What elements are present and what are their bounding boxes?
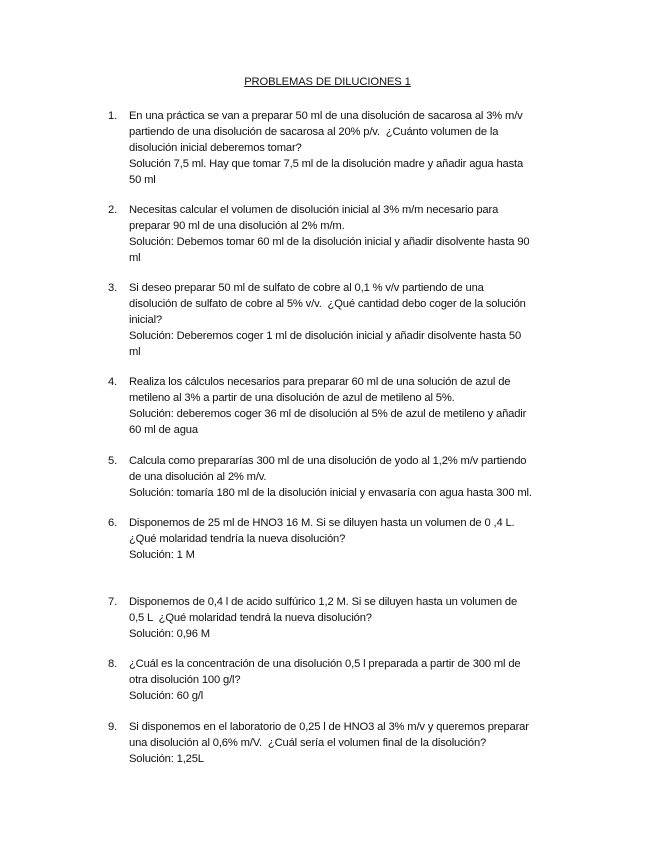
problem-line: Disponemos de 25 ml de HNO3 16 M. Si se diluyen hasta un volumen de 0 ,4 L. (129, 517, 515, 529)
solution-line: Solución: tomaría 180 ml de la disolución inicial y envasaría con agua hasta 300 ml. (129, 487, 532, 499)
problem-line: disolución inicial deberemos tomar? (129, 142, 302, 154)
solution-line: ml (129, 346, 141, 358)
problem-line: ¿Qué molaridad tendría la nueva disolución? (129, 533, 346, 545)
problem-item (108, 108, 568, 188)
problem-item (108, 515, 568, 563)
problem-line: inicial? (129, 314, 163, 326)
page-title: PROBLEMAS DE DILUCIONES 1 (244, 76, 411, 88)
problem-line: Realiza los cálculos necesarios para preparar 60 ml de una solución de azul de (129, 376, 511, 388)
solution-line: Solución: deberemos coger 36 ml de disolución al 5% de azul de metileno y añadir (129, 408, 527, 420)
problem-item (108, 202, 568, 266)
problem-number: 6. (108, 517, 118, 529)
solution-line: 60 ml de agua (129, 424, 198, 436)
problem-line: Disponemos de 0,4 l de acido sulfúrico 1,2 M. Si se diluyen hasta un volumen de (129, 596, 518, 608)
problem-item (108, 719, 568, 767)
problem-number: 1. (108, 110, 118, 122)
problem-line: metileno al 3% a partir de una disolución de azul de metileno al 5%. (129, 392, 455, 404)
problem-item (108, 374, 568, 438)
solution-line: Solución: Debemos tomar 60 ml de la disolución inicial y añadir disolvente hasta 90 (129, 236, 530, 248)
problem-item (108, 453, 568, 501)
problem-line: 0,5 L ¿Qué molaridad tendrá la nueva disolución? (129, 612, 372, 624)
problem-line: de una disolución al 2% m/v. (129, 471, 267, 483)
problem-item (108, 656, 568, 704)
solution-line: Solución: 1 M (129, 549, 195, 561)
solution-line: 50 ml (129, 174, 156, 186)
problem-line: Calcula como prepararías 300 ml de una disolución de yodo al 1,2% m/v partiendo (129, 455, 527, 467)
problem-number: 9. (108, 721, 118, 733)
problem-line: preparar 90 ml de una disolución al 2% m/m. (129, 220, 345, 232)
solution-line: Solución 7,5 ml. Hay que tomar 7,5 ml de la disolución madre y añadir agua hasta (129, 158, 524, 170)
problem-number: 2. (108, 204, 118, 216)
problem-line: Necesitas calcular el volumen de disolución inicial al 3% m/m necesario para (129, 204, 499, 216)
problem-line: disolución de sulfato de cobre al 5% v/v. ¿Qué cantidad debo coger de la solución (129, 298, 526, 310)
problem-number: 8. (108, 658, 118, 670)
solution-line: Solución: Deberemos coger 1 ml de disolución inicial y añadir disolvente hasta 50 (129, 330, 522, 342)
problem-number: 5. (108, 455, 118, 467)
problem-number: 4. (108, 376, 118, 388)
problem-line: una disolución al 0,6% m/V. ¿Cuál sería el volumen final de la disolución? (129, 737, 487, 749)
problem-number: 3. (108, 282, 118, 294)
solution-line: Solución: 0,96 M (129, 628, 210, 640)
problem-line: otra disolución 100 g/l? (129, 674, 241, 686)
problem-item (108, 594, 568, 642)
problem-line: Si deseo preparar 50 ml de sulfato de cobre al 0,1 % v/v partiendo de una (129, 282, 484, 294)
solution-line: ml (129, 252, 141, 264)
solution-line: Solución: 60 g/l (129, 690, 204, 702)
solution-line: Solución: 1,25L (129, 753, 204, 765)
problem-line: partiendo de una disolución de sacarosa al 20% p/v. ¿Cuánto volumen de la (129, 126, 499, 138)
problem-number: 7. (108, 596, 118, 608)
problem-line: Si disponemos en el laboratorio de 0,25 l de HNO3 al 3% m/v y queremos preparar (129, 721, 529, 733)
problem-line: En una práctica se van a preparar 50 ml de una disolución de sacarosa al 3% m/v (129, 110, 523, 122)
problem-line: ¿Cuál es la concentración de una disolución 0,5 l preparada a partir de 300 ml de (129, 658, 521, 670)
problem-item (108, 280, 568, 360)
